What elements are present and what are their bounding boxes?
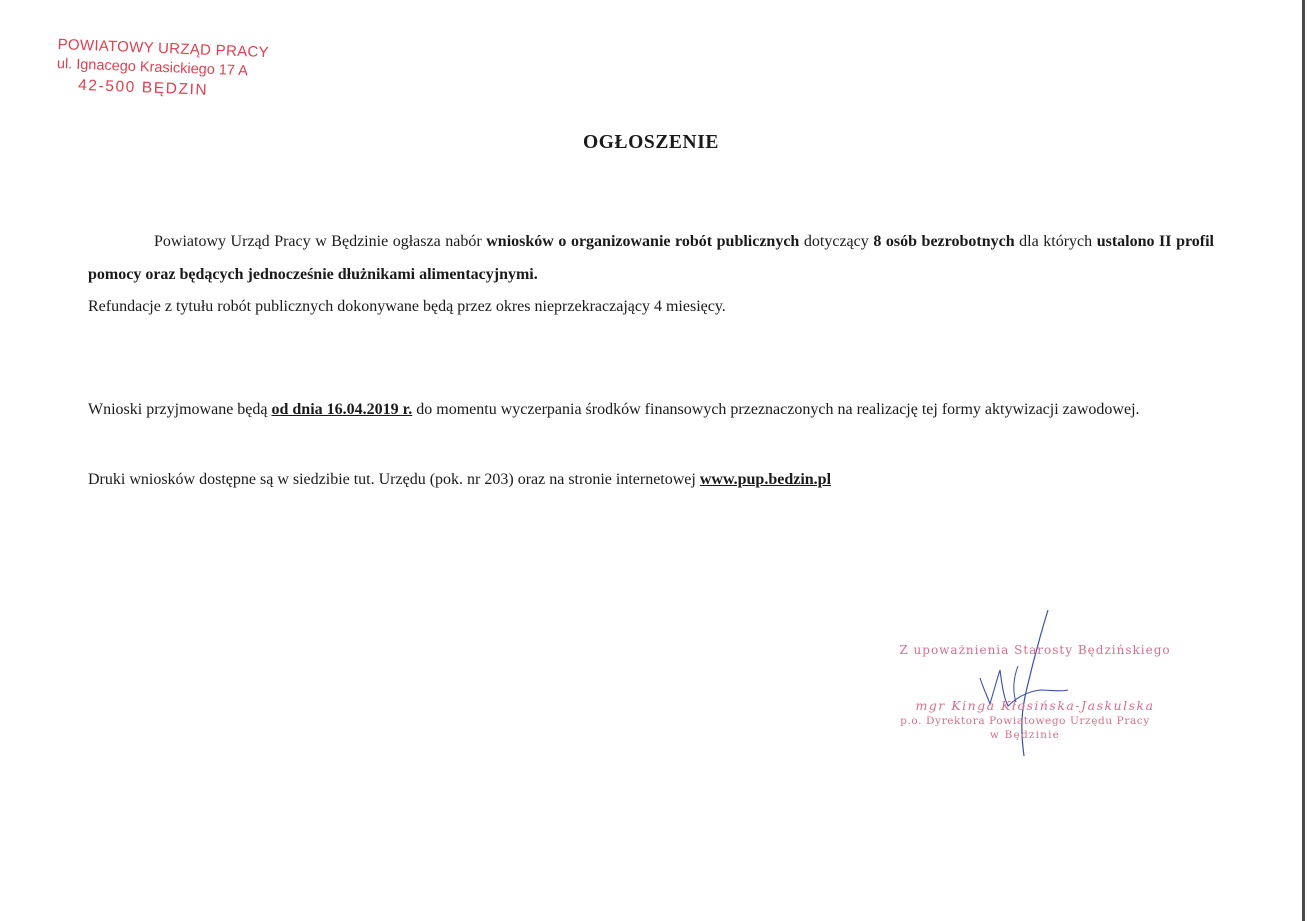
address-stamp bbox=[56, 36, 268, 104]
sig-location: w Będzinie bbox=[989, 729, 1061, 741]
p2-text-1: Wnioski przyjmowane będą bbox=[88, 401, 272, 418]
p1-bold-profile: ustalono II profil pomocy oraz będących jednocześnie dłużnikami alimentacyjnymi. bbox=[88, 233, 1214, 283]
announcement-paragraph bbox=[88, 226, 1214, 324]
p1-bold-applications: wniosków o organizowanie robót publicznych bbox=[486, 233, 800, 250]
p1-bold-persons: 8 osób bezrobotnych bbox=[873, 233, 1015, 250]
sig-signatory-name: mgr Kinga Kłosińska-Jaskulska bbox=[915, 698, 1155, 713]
stamp-office-name: POWIATOWY URZĄD PRACY bbox=[57, 36, 270, 62]
p2-text-2: do momentu wyczerpania środków finansowych przeznaczonych na realizację tej formy aktywizacji zawodowej. bbox=[412, 401, 1140, 418]
p1-text-3: dla których bbox=[1014, 233, 1097, 250]
p1-text-1: Powiatowy Urząd Pracy w Będzinie ogłasza nabór bbox=[154, 233, 487, 250]
sig-authorization-line: Z upoważnienia Starosty Będzińskiego bbox=[899, 643, 1171, 657]
stamp-street: ul. Ignacego Krasickiego 17 A bbox=[56, 55, 249, 80]
stamp-city: 42-500 BĘDZIN bbox=[77, 76, 209, 99]
document-title: OGŁOSZENIE bbox=[582, 132, 720, 153]
page-edge-line bbox=[1302, 0, 1305, 921]
p1-refund-line: Refundacje z tytułu robót publicznych dokonywane będą przez okres nieprzekraczający 4 miesięcy. bbox=[88, 298, 726, 315]
applications-date-paragraph bbox=[88, 394, 1214, 427]
sig-position: p.o. Dyrektora Powiatowego Urzędu Pracy bbox=[900, 715, 1150, 727]
p3-text-1: Druki wniosków dostępne są w siedzibie tut. Urzędu (pok. nr 203) oraz na stronie internetowej bbox=[88, 471, 700, 488]
p1-text-2: dotyczący bbox=[799, 233, 874, 250]
authorization-stamp bbox=[890, 640, 1180, 742]
website-link[interactable]: www.pup.bedzin.pl bbox=[699, 471, 832, 488]
forms-availability-paragraph bbox=[88, 464, 1214, 497]
p2-start-date: od dnia 16.04.2019 r. bbox=[271, 401, 413, 418]
